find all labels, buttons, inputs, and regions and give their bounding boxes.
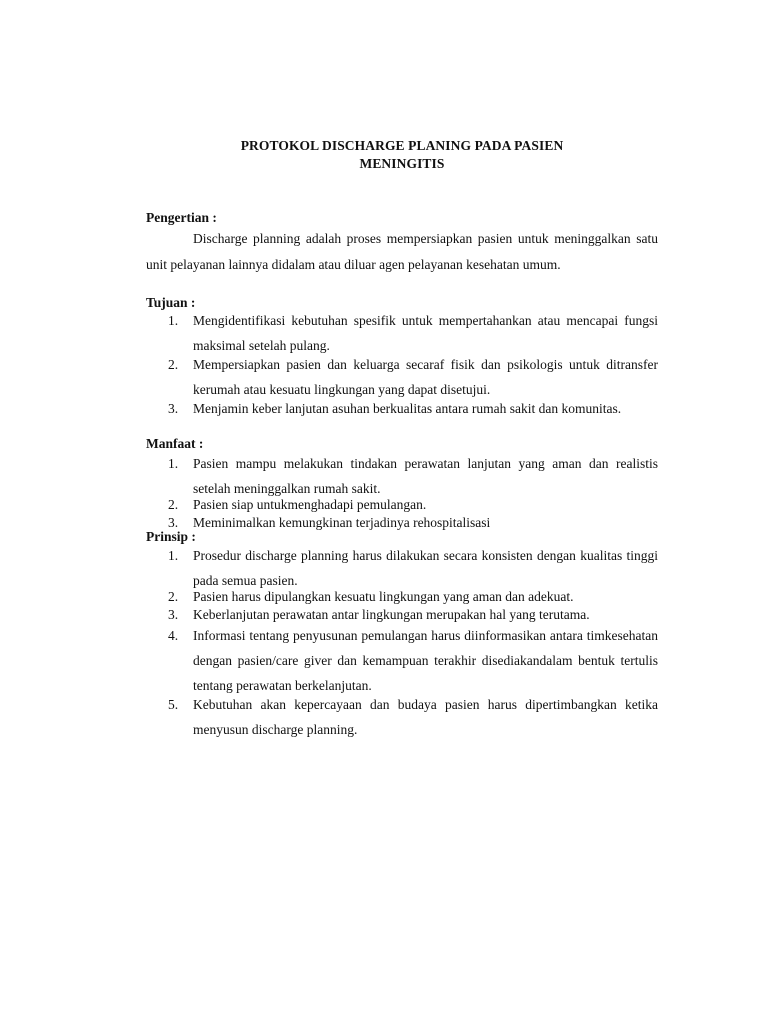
prinsip-heading: Prinsip : bbox=[146, 529, 196, 544]
list-item bbox=[146, 623, 658, 698]
title-line-2: MENINGITIS bbox=[359, 156, 445, 171]
list-item bbox=[146, 514, 658, 532]
list-item bbox=[146, 452, 658, 501]
list-item bbox=[146, 397, 658, 422]
list-item-number: 4. bbox=[168, 628, 179, 643]
list-item-number: 3. bbox=[168, 606, 179, 622]
list-item-text: Prosedur discharge planning harus dilakukan secara konsisten dengan kualitas tinggi pada semua pasien. bbox=[193, 548, 658, 588]
pengertian-text: Discharge planning adalah proses mempersiapkan pasien untuk meninggalkan satu unit pelayanan lainnya didalam atau diluar agen pelayanan kesehatan umum. bbox=[146, 231, 658, 272]
list-item bbox=[146, 544, 658, 593]
list-item-number: 2. bbox=[168, 589, 179, 604]
list-item-text: Meminimalkan kemungkinan terjadinya rehospitalisasi bbox=[193, 514, 491, 530]
list-item-text: Kebutuhan akan kepercayaan dan budaya pasien harus dipertimbangkan ketika menyusun discharge planning. bbox=[193, 697, 658, 737]
list-item-text: Pasien mampu melakukan tindakan perawatan lanjutan yang aman dan realistis setelah meninggalkan rumah sakit. bbox=[193, 456, 658, 496]
list-item bbox=[146, 693, 658, 742]
list-item-text: Informasi tentang penyusunan pemulangan harus diinformasikan antara timkesehatan dengan pasien/care giver dan kemampuan terakhir disediakandalam bentuk tertulis tentang perawatan berkelanjutan. bbox=[193, 628, 658, 693]
list-item bbox=[146, 309, 658, 358]
prinsip-list bbox=[146, 544, 658, 742]
list-item-text: Menjamin keber lanjutan asuhan berkualitas antara rumah sakit dan komunitas. bbox=[193, 401, 622, 416]
list-item-text: Pasien harus dipulangkan kesuatu lingkungan yang aman dan adekuat. bbox=[193, 589, 574, 604]
list-item-number: 1. bbox=[168, 548, 179, 563]
list-item-number: 5. bbox=[168, 697, 179, 712]
list-item-number: 3. bbox=[168, 401, 179, 416]
list-item-number: 1. bbox=[168, 313, 179, 328]
list-item-text: Mengidentifikasi kebutuhan spesifik untuk mempertahankan atau mencapai fungsi maksimal setelah pulang. bbox=[193, 313, 658, 353]
list-item bbox=[146, 353, 658, 402]
manfaat-heading: Manfaat : bbox=[146, 436, 204, 451]
list-item bbox=[146, 588, 658, 606]
list-item-text: Keberlanjutan perawatan antar lingkungan merupakan hal yang terutama. bbox=[193, 606, 590, 622]
list-item-number: 2. bbox=[168, 357, 179, 372]
list-item bbox=[146, 496, 658, 514]
manfaat-list bbox=[146, 452, 658, 531]
list-item-text: Pasien siap untukmenghadapi pemulangan. bbox=[193, 497, 427, 512]
list-item-number: 3. bbox=[168, 514, 179, 530]
tujuan-list bbox=[146, 309, 658, 422]
list-item-text: Mempersiapkan pasien dan keluarga secaraf fisik dan psikologis untuk ditransfer kerumah atau kesuatu lingkungan yang dapat disetujui. bbox=[193, 357, 658, 397]
tujuan-heading: Tujuan : bbox=[146, 295, 196, 310]
pengertian-heading: Pengertian : bbox=[146, 210, 217, 225]
list-item bbox=[146, 606, 658, 624]
document-title bbox=[146, 137, 658, 173]
title-line-1: PROTOKOL DISCHARGE PLANING PADA PASIEN bbox=[240, 138, 564, 153]
list-item-number: 2. bbox=[168, 497, 179, 512]
list-item-number: 1. bbox=[168, 456, 179, 471]
